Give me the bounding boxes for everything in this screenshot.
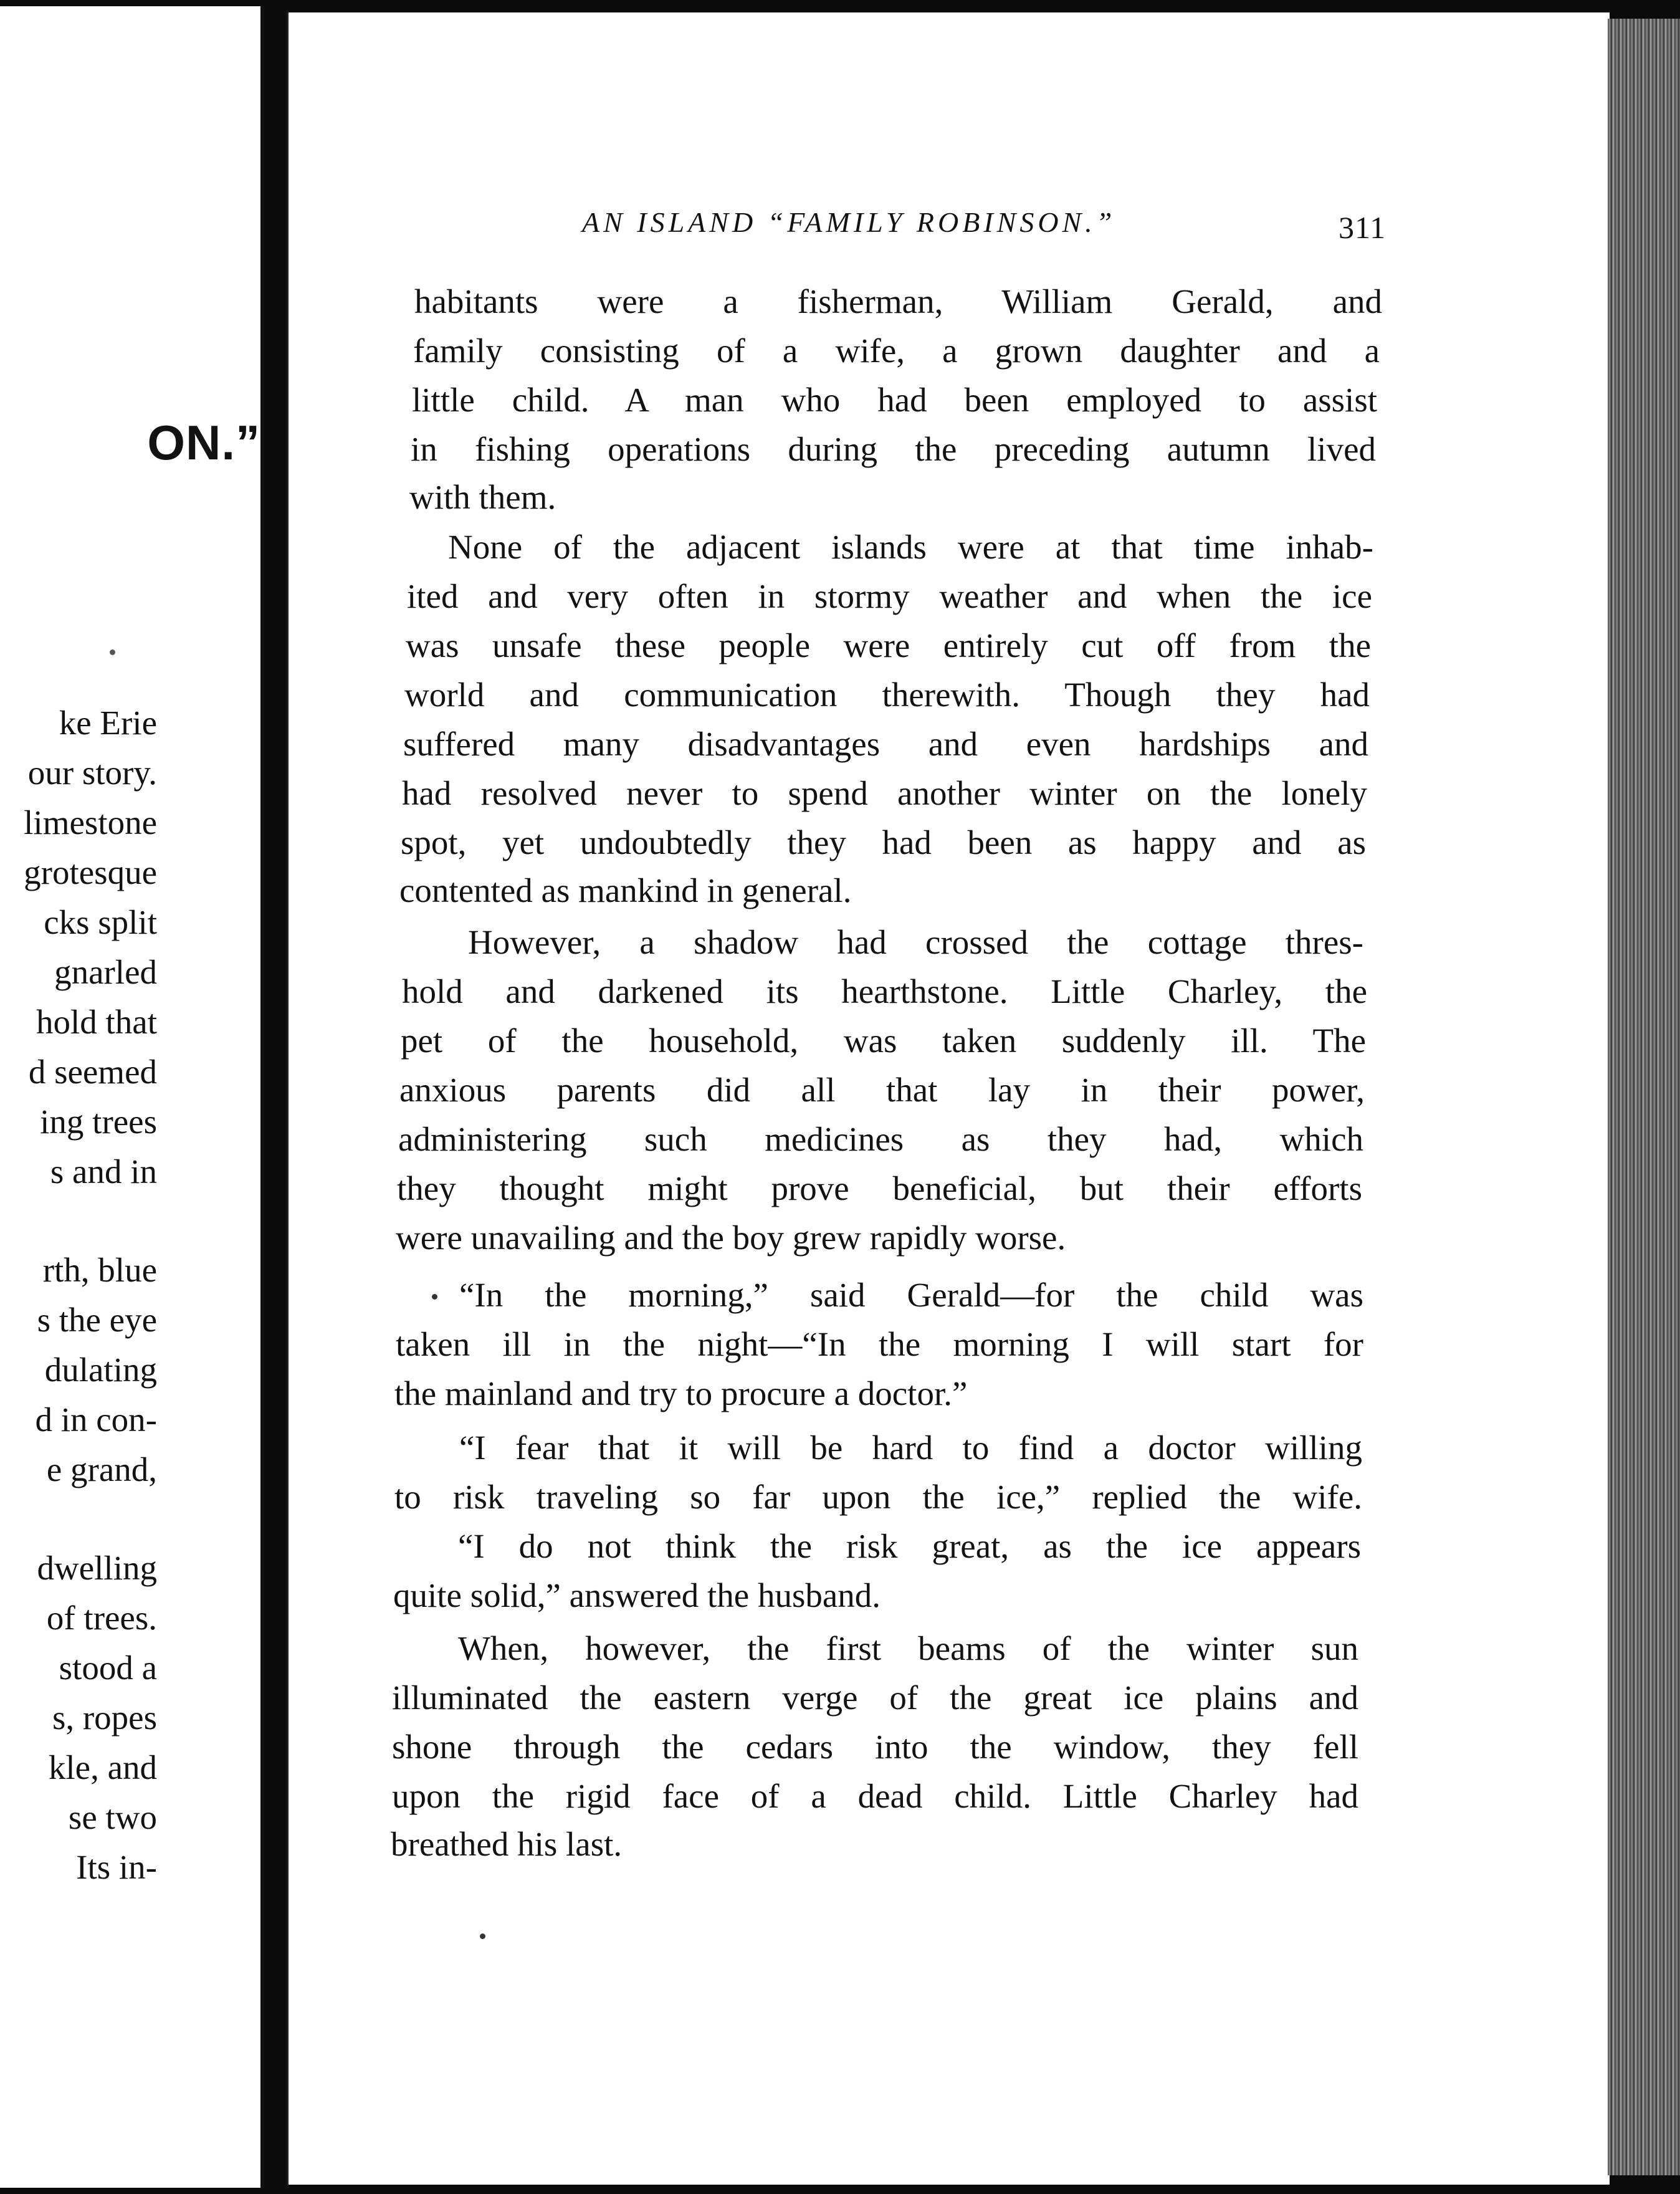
left-text-line: gnarled — [54, 953, 157, 991]
left-text-line: se two — [68, 1798, 157, 1836]
body-text-line: the mainland and try to procure a doctor.” — [394, 1374, 968, 1412]
left-page-heading: ON.” — [147, 415, 260, 470]
body-text-line: world and communication therewith. Though they had — [404, 676, 1370, 714]
left-text-line: kle, and — [48, 1748, 157, 1786]
body-text-line: shone through the cedars into the window, they fell — [392, 1728, 1358, 1766]
body-text-line: None of the adjacent islands were at that time inhab- — [448, 528, 1373, 566]
body-text-line: illuminated the eastern verge of the great ice plains and — [392, 1679, 1358, 1717]
left-text-line: s the eye — [37, 1301, 157, 1339]
left-text-line: ke Erie — [59, 704, 157, 742]
body-text-line: administering such medicines as they had, which — [398, 1120, 1363, 1158]
body-text-line: contented as mankind in general. — [399, 871, 852, 909]
left-page — [0, 6, 264, 2188]
body-text-line: taken ill in the night—“In the morning I will start for — [396, 1325, 1363, 1363]
page-edges — [1608, 19, 1680, 2175]
left-text-line: Its in- — [76, 1848, 157, 1886]
body-text-line: habitants were a fisherman, William Gerald, and — [414, 282, 1382, 320]
body-text-line: suffered many disadvantages and even hardships and — [403, 725, 1368, 763]
body-text-line: quite solid,” answered the husband. — [393, 1576, 881, 1614]
body-text-line: with them. — [409, 478, 556, 516]
body-text-line: to risk traveling so far upon the ice,” replied the wife. — [394, 1478, 1362, 1516]
left-text-line: ing trees — [40, 1103, 157, 1141]
body-text-line: little child. A man who had been employed to assist — [412, 381, 1377, 419]
left-text-line: dwelling — [37, 1549, 157, 1587]
running-head: AN ISLAND “FAMILY ROBINSON.” — [582, 206, 1116, 238]
body-text-line: was unsafe these people were entirely cut off from the — [406, 626, 1371, 664]
left-text-line: d seemed — [28, 1053, 157, 1091]
page-number: 311 — [1339, 210, 1386, 245]
body-text-line: spot, yet undoubtedly they had been as happy and as — [401, 823, 1366, 861]
print-speck — [480, 1933, 485, 1939]
left-text-line: limestone — [24, 803, 157, 841]
body-text-line: in fishing operations during the preceding autumn lived — [411, 430, 1376, 468]
print-speck — [110, 649, 115, 655]
body-text-line: pet of the household, was taken suddenly ill. The — [401, 1022, 1366, 1060]
left-text-line: cks split — [44, 903, 157, 941]
left-text-line: rth, blue — [42, 1251, 157, 1289]
left-text-line: dulating — [44, 1351, 157, 1389]
body-text-line: “I do not think the risk great, as the ice appears — [458, 1527, 1361, 1565]
body-text-line: family consisting of a wife, a grown daughter and a — [413, 332, 1380, 370]
body-text-line: “In the morning,” said Gerald—for the child was — [459, 1276, 1363, 1314]
body-text-line: anxious parents did all that lay in their power, — [399, 1071, 1365, 1109]
body-text-line: “I fear that it will be hard to find a doctor willing — [459, 1429, 1362, 1467]
body-text-line: were unavailing and the boy grew rapidly worse. — [396, 1219, 1066, 1257]
body-text-line: However, a shadow had crossed the cottage thres- — [468, 923, 1363, 961]
body-text-line: upon the rigid face of a dead child. Little Charley had — [392, 1777, 1358, 1815]
left-text-line: our story. — [27, 754, 157, 792]
print-speck — [432, 1294, 437, 1300]
left-text-line: s and in — [50, 1152, 157, 1190]
left-text-line: of trees. — [46, 1599, 157, 1637]
left-text-line: stood a — [59, 1649, 157, 1687]
body-text-line: When, however, the first beams of the winter sun — [458, 1629, 1358, 1667]
left-text-line: e grand, — [46, 1450, 157, 1488]
body-text-line: they thought might prove beneficial, but their efforts — [397, 1169, 1362, 1207]
body-text-line: breathed his last. — [391, 1825, 623, 1863]
body-text-line: ited and very often in stormy weather and when the ice — [407, 577, 1372, 615]
left-text-line: hold that — [36, 1003, 157, 1041]
left-text-line: s, ropes — [52, 1698, 157, 1737]
left-text-line: grotesque — [24, 853, 157, 891]
body-text-line: had resolved never to spend another winter on the lonely — [402, 774, 1367, 812]
left-text-line: d in con- — [35, 1401, 157, 1439]
body-text-line: hold and darkened its hearthstone. Little Charley, the — [402, 972, 1367, 1010]
